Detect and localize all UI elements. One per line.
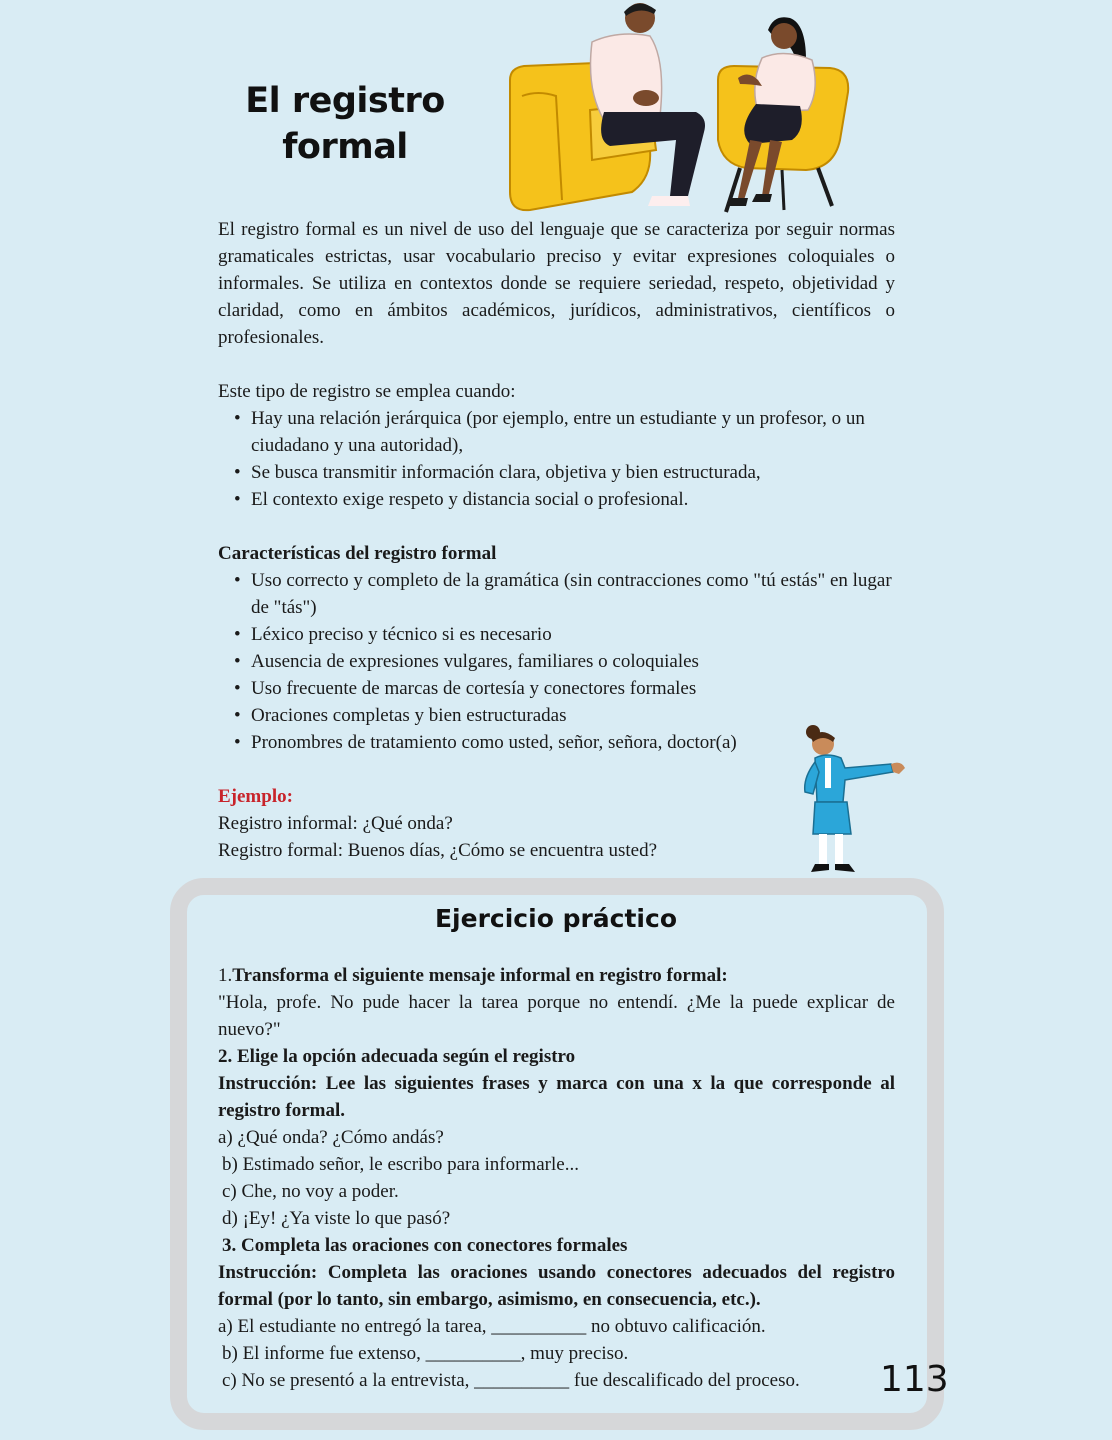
list-item: • Uso correcto y completo de la gramática (sin contracciones como "tú estás" en lugar de "tás")	[251, 567, 895, 621]
main-content	[218, 216, 895, 864]
title-line-2: formal	[282, 127, 408, 167]
list-item: • Se busca transmitir información clara, objetiva y bien estructurada,	[251, 459, 895, 486]
example-label: Ejemplo:	[218, 786, 293, 807]
list-item: • Léxico preciso y técnico si es necesario	[251, 621, 855, 648]
usage-lead: Este tipo de registro se emplea cuando:	[218, 381, 516, 402]
characteristics-list	[218, 567, 895, 756]
list-item: • Hay una relación jerárquica (por ejemplo, entre un estudiante y un profesor, o un ciudadano y una autoridad),	[251, 405, 895, 459]
example-formal: Registro formal: Buenos días, ¿Cómo se encuentra usted?	[218, 840, 658, 861]
list-item: b) El informe fue extenso, __________, muy preciso.	[222, 1343, 629, 1364]
list-item: • Ausencia de expresiones vulgares, familiares o coloquiales	[251, 648, 855, 675]
characteristics-heading: Características del registro formal	[218, 543, 497, 564]
list-item: d) ¡Ey! ¿Ya viste lo que pasó?	[222, 1208, 451, 1229]
question-1-label: Transforma el siguiente mensaje informal en registro formal:	[232, 965, 728, 986]
exercise-content	[218, 962, 895, 1394]
interview-illustration-icon	[500, 0, 870, 220]
intro-paragraph: El registro formal es un nivel de uso del lenguaje que se caracteriza por seguir normas gramaticales estrictas, usar vocabulario preciso y evitar expresiones coloquiales o informales. Se utiliza en contextos donde se requiere seriedad, respeto, objetividad y claridad, como en ámbitos académicos, jurídicos, administrativos, científicos o profesionales.	[218, 219, 895, 348]
usage-list	[218, 405, 895, 513]
page-title	[230, 78, 460, 170]
list-item: a) ¿Qué onda? ¿Cómo andás?	[218, 1127, 444, 1148]
list-item: a) El estudiante no entregó la tarea, __________ no obtuvo calificación.	[218, 1316, 766, 1337]
question-2-title: 2. Elige la opción adecuada según el registro	[218, 1046, 576, 1067]
question-1-text: "Hola, profe. No pude hacer la tarea porque no entendí. ¿Me la puede explicar de nuevo?"	[218, 992, 895, 1040]
example-informal: Registro informal: ¿Qué onda?	[218, 813, 453, 834]
presenting-woman-icon	[795, 722, 910, 877]
list-item: b) Estimado señor, le escribo para informarle...	[222, 1154, 579, 1175]
question-1-number: 1.	[218, 965, 233, 986]
list-item: c) Che, no voy a poder.	[222, 1181, 399, 1202]
list-item: • Uso frecuente de marcas de cortesía y conectores formales	[251, 675, 855, 702]
question-3-title: 3. Completa las oraciones con conectores formales	[222, 1235, 628, 1256]
exercise-title: Ejercicio práctico	[434, 904, 678, 933]
list-item: c) No se presentó a la entrevista, __________ fue descalificado del proceso.	[222, 1370, 800, 1391]
page-number: 113	[880, 1359, 949, 1400]
list-item: • El contexto exige respeto y distancia social o profesional.	[251, 486, 895, 513]
title-line-1: El registro	[245, 81, 445, 121]
question-2-instruction: Instrucción: Lee las siguientes frases y marca con una x la que corresponde al registro formal.	[218, 1073, 895, 1121]
question-1-title	[218, 962, 895, 989]
question-3-instruction: Instrucción: Completa las oraciones usando conectores adecuados del registro formal (por lo tanto, sin embargo, asimismo, en consecuencia, etc.).	[218, 1262, 895, 1310]
list-item: • Oraciones completas y bien estructuradas	[251, 702, 855, 729]
list-item: • Pronombres de tratamiento como usted, señor, señora, doctor(a)	[251, 729, 855, 756]
